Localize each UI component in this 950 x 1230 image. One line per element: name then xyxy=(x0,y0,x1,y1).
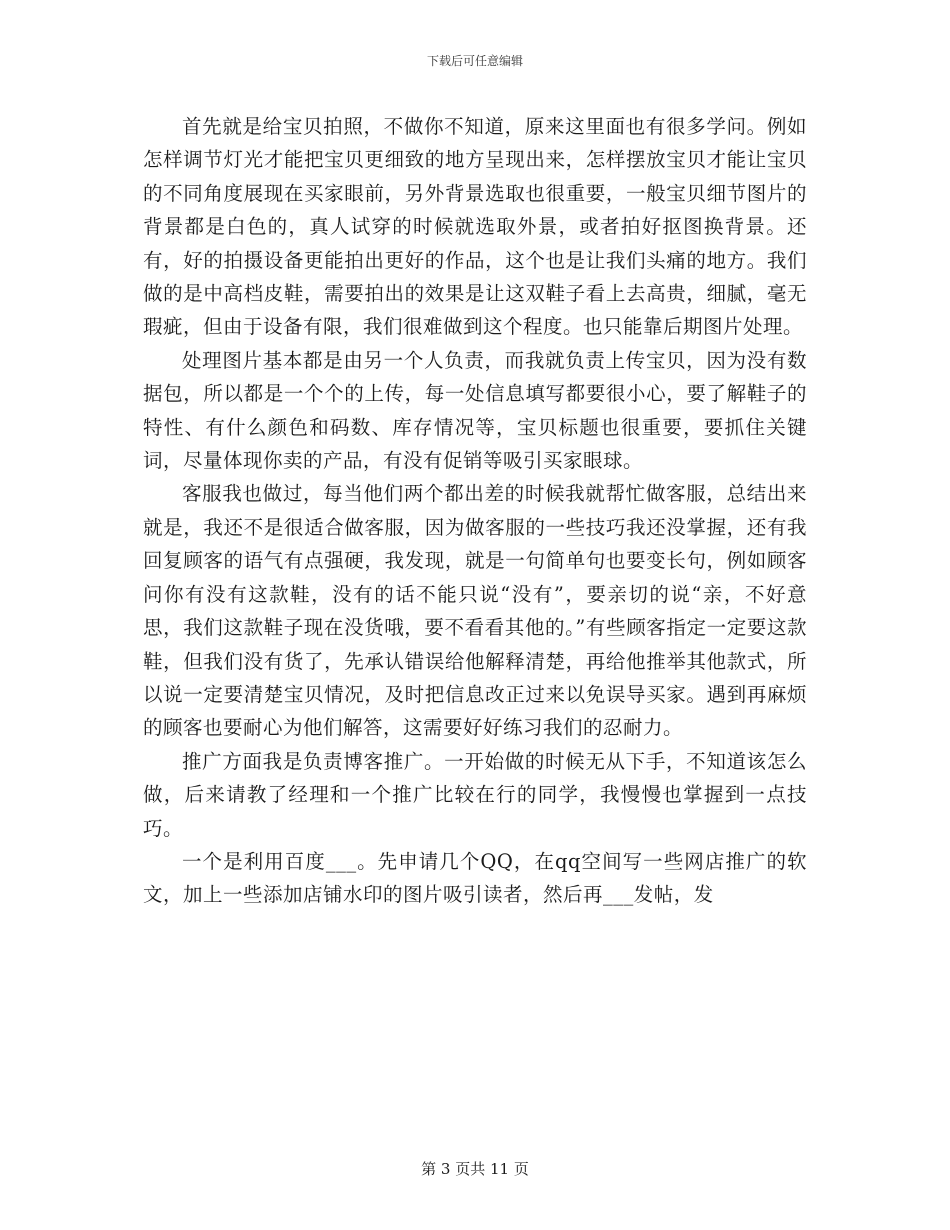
paragraph-promotion: 推广方面我是负责博客推广。一开始做的时候无从下手，不知道该怎么做，后来请教了经理和一个推广比较在行的同学，我慢慢也掌握到一点技巧。 xyxy=(143,749,807,840)
paragraph-photography: 首先就是给宝贝拍照，不做你不知道，原来这里面也有很多学问。例如怎样调节灯光才能把宝贝更细致的地方呈现出来，怎样摆放宝贝才能让宝贝的不同角度展现在买家眼前，另外背景选取也很重要，一般宝贝细节图片的背景都是白色的，真人试穿的时候就选取外景，或者拍好抠图换背景。还有，好的拍摄设备更能拍出更好的作品，这个也是让我们头痛的地方。我们做的是中高档皮鞋，需要拍出的效果是让这双鞋子看上去高贵，细腻，毫无瑕疵，但由于设备有限，我们很难做到这个程度。也只能靠后期图片处理。 xyxy=(143,115,807,339)
paragraph-baidu: 一个是利用百度___。先申请几个QQ，在qq空间写一些网店推广的软文，加上一些添加店铺水印的图片吸引读者，然后再___发帖，发 xyxy=(143,849,807,907)
paragraph-upload: 处理图片基本都是由另一个人负责，而我就负责上传宝贝，因为没有数据包，所以都是一个个的上传，每一处信息填写都要很小心，要了解鞋子的特性、有什么颜色和码数、库存情况等，宝贝标题也很重要，要抓住关键词，尽量体现你卖的产品，有没有促销等吸引买家眼球。 xyxy=(143,348,807,473)
paragraph-customer-service: 客服我也做过，每当他们两个都出差的时候我就帮忙做客服，总结出来就是，我还不是很适合做客服，因为做客服的一些技巧我还没掌握，还有我回复顾客的语气有点强硬，我发现，就是一句简单句也要变长句，例如顾客问你有没有这款鞋，没有的话不能只说“没有”，要亲切的说“亲，不好意思，我们这款鞋子现在没货哦，要不看看其他的。”有些顾客指定一定要这款鞋，但我们没有货了，先承认错误给他解释清楚，再给他推举其他款式，所以说一定要清楚宝贝情况，及时把信息改正过来以免误导买家。遇到再麻烦的顾客也要耐心为他们解答，这需要好好练习我们的忍耐力。 xyxy=(143,482,807,740)
page-header: 下载后可任意编辑 xyxy=(426,54,523,68)
document-body xyxy=(143,110,807,912)
page-footer: 第 3 页共 11 页 xyxy=(421,1160,529,1178)
